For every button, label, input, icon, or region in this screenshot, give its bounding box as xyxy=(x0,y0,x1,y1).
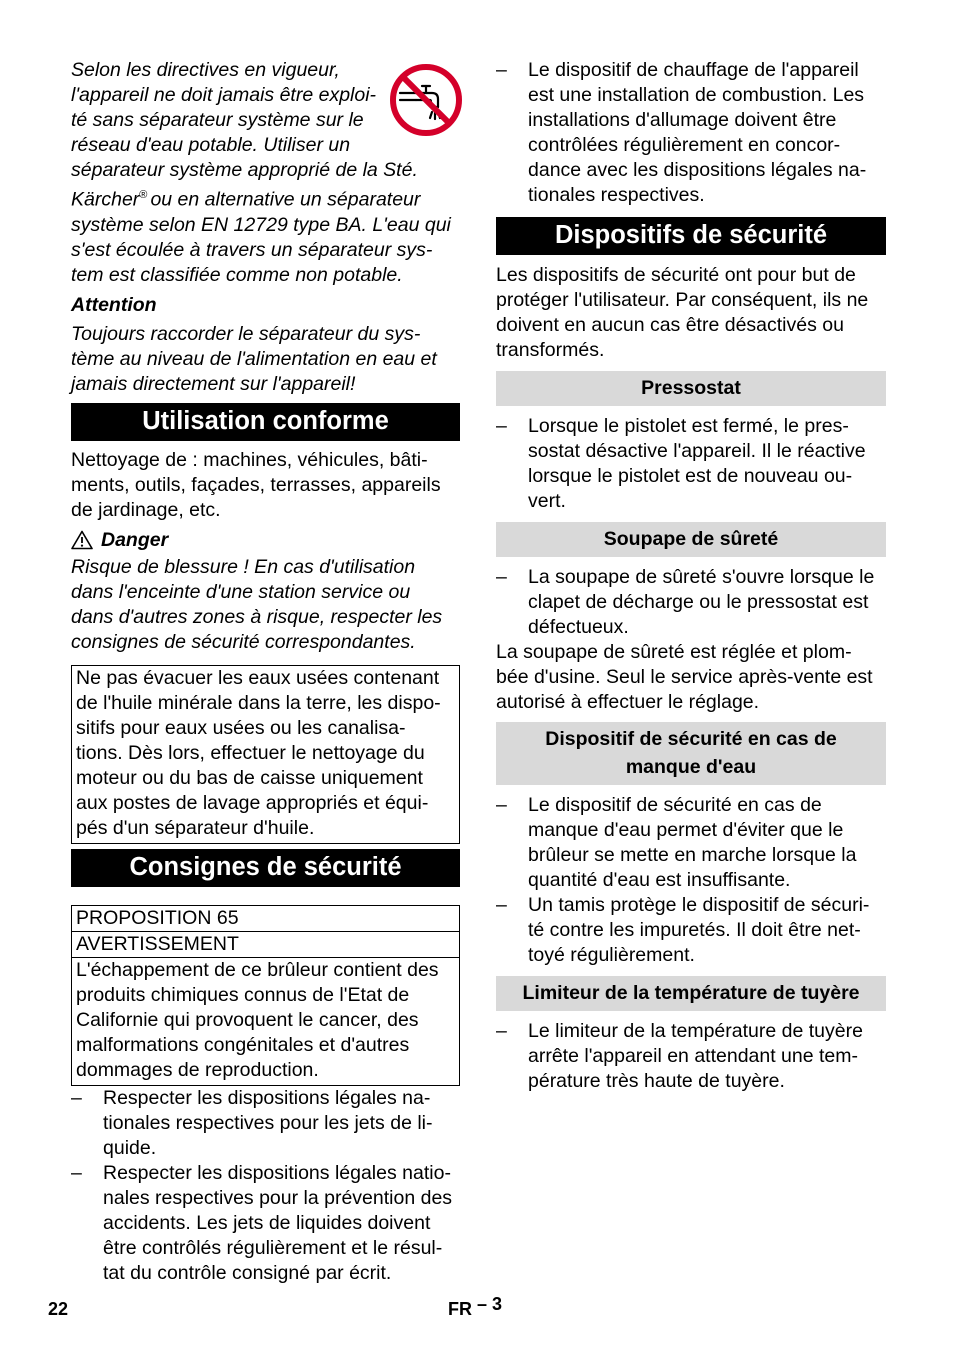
heating-list xyxy=(496,58,886,208)
intro-line: système selon EN 12729 type BA. L'eau qui xyxy=(71,213,451,236)
list-item: – Le dispositif de sécurité en cas de manque d'eau permet d'éviter que le brûleur se mette en marche lorsque la quantité d'eau est insuffisante. xyxy=(496,793,886,893)
intro-line: réseau d'eau potable. Utiliser un xyxy=(71,134,351,156)
danger-label: Danger xyxy=(101,528,169,551)
intro-line: l'appareil ne doit jamais être exploi- xyxy=(71,84,377,106)
separator-notice xyxy=(71,58,460,288)
list-item: – Respecter les dispositions légales natio- nales respectives pour la prévention des accidents. Les jets de liquides doivent être contrôlés régulièrement et le résul- tat du contrôle consigné par écrit. xyxy=(71,1161,460,1286)
prop65-title: PROPOSITION 65 xyxy=(72,906,459,932)
intro-line: séparateur système approprié de la Sté. xyxy=(71,159,418,181)
heading-consignes-securite: Consignes de sécurité xyxy=(71,849,460,887)
list-item: – Le limiteur de la température de tuyère arrête l'appareil en attendant une tem- pérature très haute de tuyère. xyxy=(496,1019,886,1094)
prop65-warning: AVERTISSEMENT xyxy=(72,932,459,958)
prop65-text: L'échappement de ce brûleur contient des produits chimiques connus de l'Etat de Californie qui provoquent le cancer, des malformations congénitales et d'autres dommages de reproduction. xyxy=(76,958,439,1081)
oil-separator-box: Ne pas évacuer les eaux usées contenant de l'huile minérale dans la terre, les dispo- sitifs pour eaux usées ou les canalisa- tions. Dès lors, effectuer le nettoyage du moteur ou du bas de caisse uniquement aux postes de lavage appropriés et équi- pés d'un séparateur d'huile. xyxy=(71,665,460,844)
heading-dispositifs-securite: Dispositifs de sécurité xyxy=(496,217,886,255)
page-language-label: FR – 3 xyxy=(448,1294,503,1319)
page-number: 22 xyxy=(48,1299,69,1319)
left-column xyxy=(71,58,460,1286)
intro-line: Kärcher® ou en alternative un séparateur xyxy=(71,188,421,211)
usage-text: Nettoyage de : machines, véhicules, bâti- ments, outils, façades, terrasses, appareils de jardinage, etc. xyxy=(71,448,441,521)
manque-eau-list xyxy=(496,793,886,968)
right-column xyxy=(496,58,886,1094)
soupape-text: La soupape de sûreté est réglée et plom- bée d'usine. Seul le service après-vente est autorisé à effectuer le réglage. xyxy=(496,641,873,713)
danger-text: Risque de blessure ! En cas d'utilisation dans l'enceinte d'une station service ou dans d'autres zones à risque, respecter les consignes de sécurité correspondantes. xyxy=(71,555,443,653)
no-drinking-water-connection-icon xyxy=(388,62,464,138)
devices-text: Les dispositifs de sécurité ont pour but de protéger l'utilisateur. Par conséquent, ils ne doivent en aucun cas être désactivés ou transformés. xyxy=(496,264,869,361)
intro-line: s'est écoulée à travers un séparateur sys- xyxy=(71,238,433,261)
heading-pressostat: Pressostat xyxy=(496,371,886,406)
list-item: – Le dispositif de chauffage de l'appareil est une installation de combustion. Les installations d'allumage doivent être contrôlées régulièrement en concor- dance avec les dispositions légales na- tionales respectives. xyxy=(496,58,886,208)
list-item: – Un tamis protège le dispositif de sécuri- té contre les impuretés. Il doit être net- toyé régulièrement. xyxy=(496,893,886,968)
warning-triangle-icon xyxy=(71,530,93,550)
intro-line: tem est classifiée comme non potable. xyxy=(71,263,403,286)
heading-soupape-surete: Soupape de sûreté xyxy=(496,522,886,557)
heading-limiteur-temperature: Limiteur de la température de tuyère xyxy=(496,976,886,1011)
heading-utilisation-conforme: Utilisation conforme xyxy=(71,403,460,441)
intro-line: té sans séparateur système sur le xyxy=(71,109,364,131)
list-item: – Respecter les dispositions légales na- tionales respectives pour les jets de li- quide. xyxy=(71,1086,460,1161)
limiteur-list xyxy=(496,1019,886,1094)
attention-label: Attention xyxy=(71,293,157,316)
list-item: – La soupape de sûreté s'ouvre lorsque le clapet de décharge ou le pressostat est défectueux. xyxy=(496,565,886,640)
heading-manque-eau: Dispositif de sécurité en cas de manque d'eau xyxy=(496,722,886,785)
proposition-65-table xyxy=(71,905,460,1086)
safety-list xyxy=(71,1086,460,1286)
soupape-list xyxy=(496,565,886,640)
intro-line: Selon les directives en vigueur, xyxy=(71,59,340,81)
attention-text: Toujours raccorder le séparateur du sys- tème au niveau de l'alimentation en eau et jamais directement sur l'appareil! xyxy=(71,322,437,395)
list-item: – Lorsque le pistolet est fermé, le pres- sostat désactive l'appareil. Il le réactive lorsque le pistolet est de nouveau ou- vert. xyxy=(496,414,886,514)
danger-heading xyxy=(71,528,460,553)
pressostat-list xyxy=(496,414,886,514)
